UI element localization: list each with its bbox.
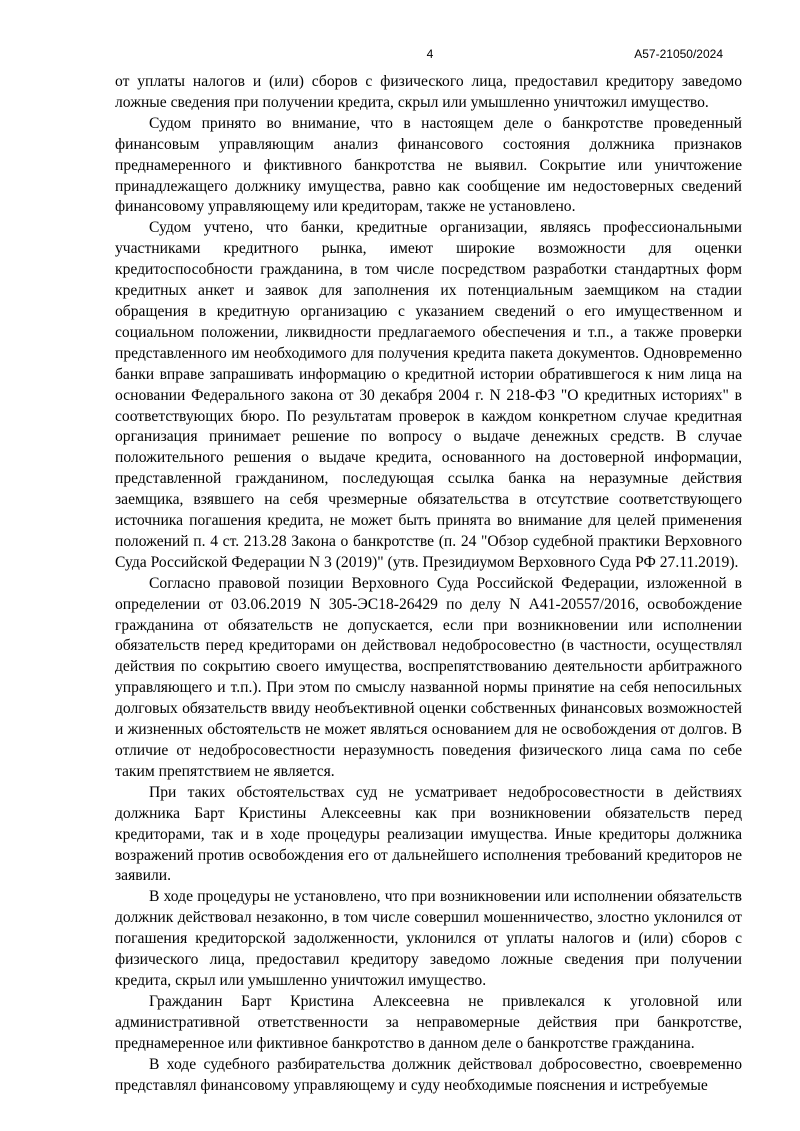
paragraph: Судом принято во внимание, что в настоящем деле о банкротстве проведенный финансовым управляющим анализ финансового состояния должника признаков преднамеренного и фиктивного банкротства не выявил. Сокрытие или уничтожение принадлежащего должнику имущества, равно как сообщение им недостоверных сведений финансовому управляющему или кредиторам, также не установлено. <box>115 114 742 216</box>
paragraph: от уплаты налогов и (или) сборов с физического лица, предоставил кредитору заведомо ложные сведения при получении кредита, скрыл или умышленно уничтожил имущество. <box>115 73 742 111</box>
document-body <box>115 72 742 1096</box>
paragraph: В ходе судебного разбирательства должник действовал добросовестно, своевременно представлял финансовому управляющему и суду необходимые пояснения и истребуемые <box>115 1055 742 1094</box>
paragraph: Согласно правовой позиции Верховного Суда Российской Федерации, изложенной в определении от 03.06.2019 N 305-ЭС18-26429 по делу N А41-20557/2016, освобождение гражданина от обязательств не допускается, если при возникновении или исполнении обязательств перед кредиторами он действовал недобросовестно (в частности, осуществлял действия по сокрытию своего имущества, воспрепятствованию деятельности арбитражного управляющего и т.п.). При этом по смыслу названной нормы принятие на себя непосильных долговых обязательств ввиду необъективной оценки собственных финансовых возможностей и жизненных обстоятельств не может являться основанием для не освобождения от долгов. В отличие от недобросовестности неразумность поведения физического лица сама по себе таким препятствием не является. <box>115 574 742 780</box>
paragraph: В ходе процедуры не установлено, что при возникновении или исполнении обязательств должник действовал незаконно, в том числе совершил мошенничество, злостно уклонился от погашения кредиторской задолженности, уклонился от уплаты налогов и (или) сборов с физического лица, предоставил кредитору заведомо ложные сведения при получении кредита, скрыл или умышленно уничтожил имущество. <box>115 888 742 989</box>
page-number: 4 <box>426 47 434 61</box>
paragraph: Гражданин Барт Кристина Алексеевна не привлекался к уголовной или административной ответственности за неправомерные действия при банкротстве, преднамеренное или фиктивное банкротство в данном деле о банкротстве гражданина. <box>115 992 742 1052</box>
paragraph: Судом учтено, что банки, кредитные организации, являясь профессиональными участниками кредитного рынка, имеют широкие возможности для оценки кредитоспособности гражданина, в том числе посредством разработки стандартных форм кредитных анкет и заявок для заполнения их потенциальным заемщиком на стадии обращения в кредитную организацию с указанием сведений о его имущественном и социальном положении, ликвидности предлагаемого обеспечения и т.п., а также проверки представленного им необходимого для получения кредита пакета документов. Одновременно банки вправе запрашивать информацию о кредитной истории обратившегося к ним лица на основании Федерального закона от 30 декабря 2004 г. N 218-ФЗ "О кредитных историях" в соответствующих бюро. По результатам проверок в каждом конкретном случае кредитная организация принимает решение по вопросу о выдаче денежных средств. В случае положительного решения о выдаче кредита, основанного на достоверной информации, представленной гражданином, последующая ссылка банка на неразумные действия заемщика, взявшего на себя чрезмерные обязательства в отсутствие соответствующего источника погашения кредита, не может быть принята во внимание для целей применения положений п. 4 ст. 213.28 Закона о банкротстве (п. 24 "Обзор судебной практики Верховного Суда Российской Федерации N 3 (2019)" (утв. Президиумом Верховного Суда РФ 27.11.2019). <box>115 219 742 571</box>
paragraph: При таких обстоятельствах суд не усматривает недобросовестности в действиях должника Барт Кристины Алексеевны как при возникновении обязательств перед кредиторами, так и в ходе процедуры реализации имущества. Иные кредиторы должника возражений против освобождения его от дальнейшего исполнения требований кредиторов не заявили. <box>115 783 742 885</box>
case-number: А57-21050/2024 <box>634 47 723 61</box>
